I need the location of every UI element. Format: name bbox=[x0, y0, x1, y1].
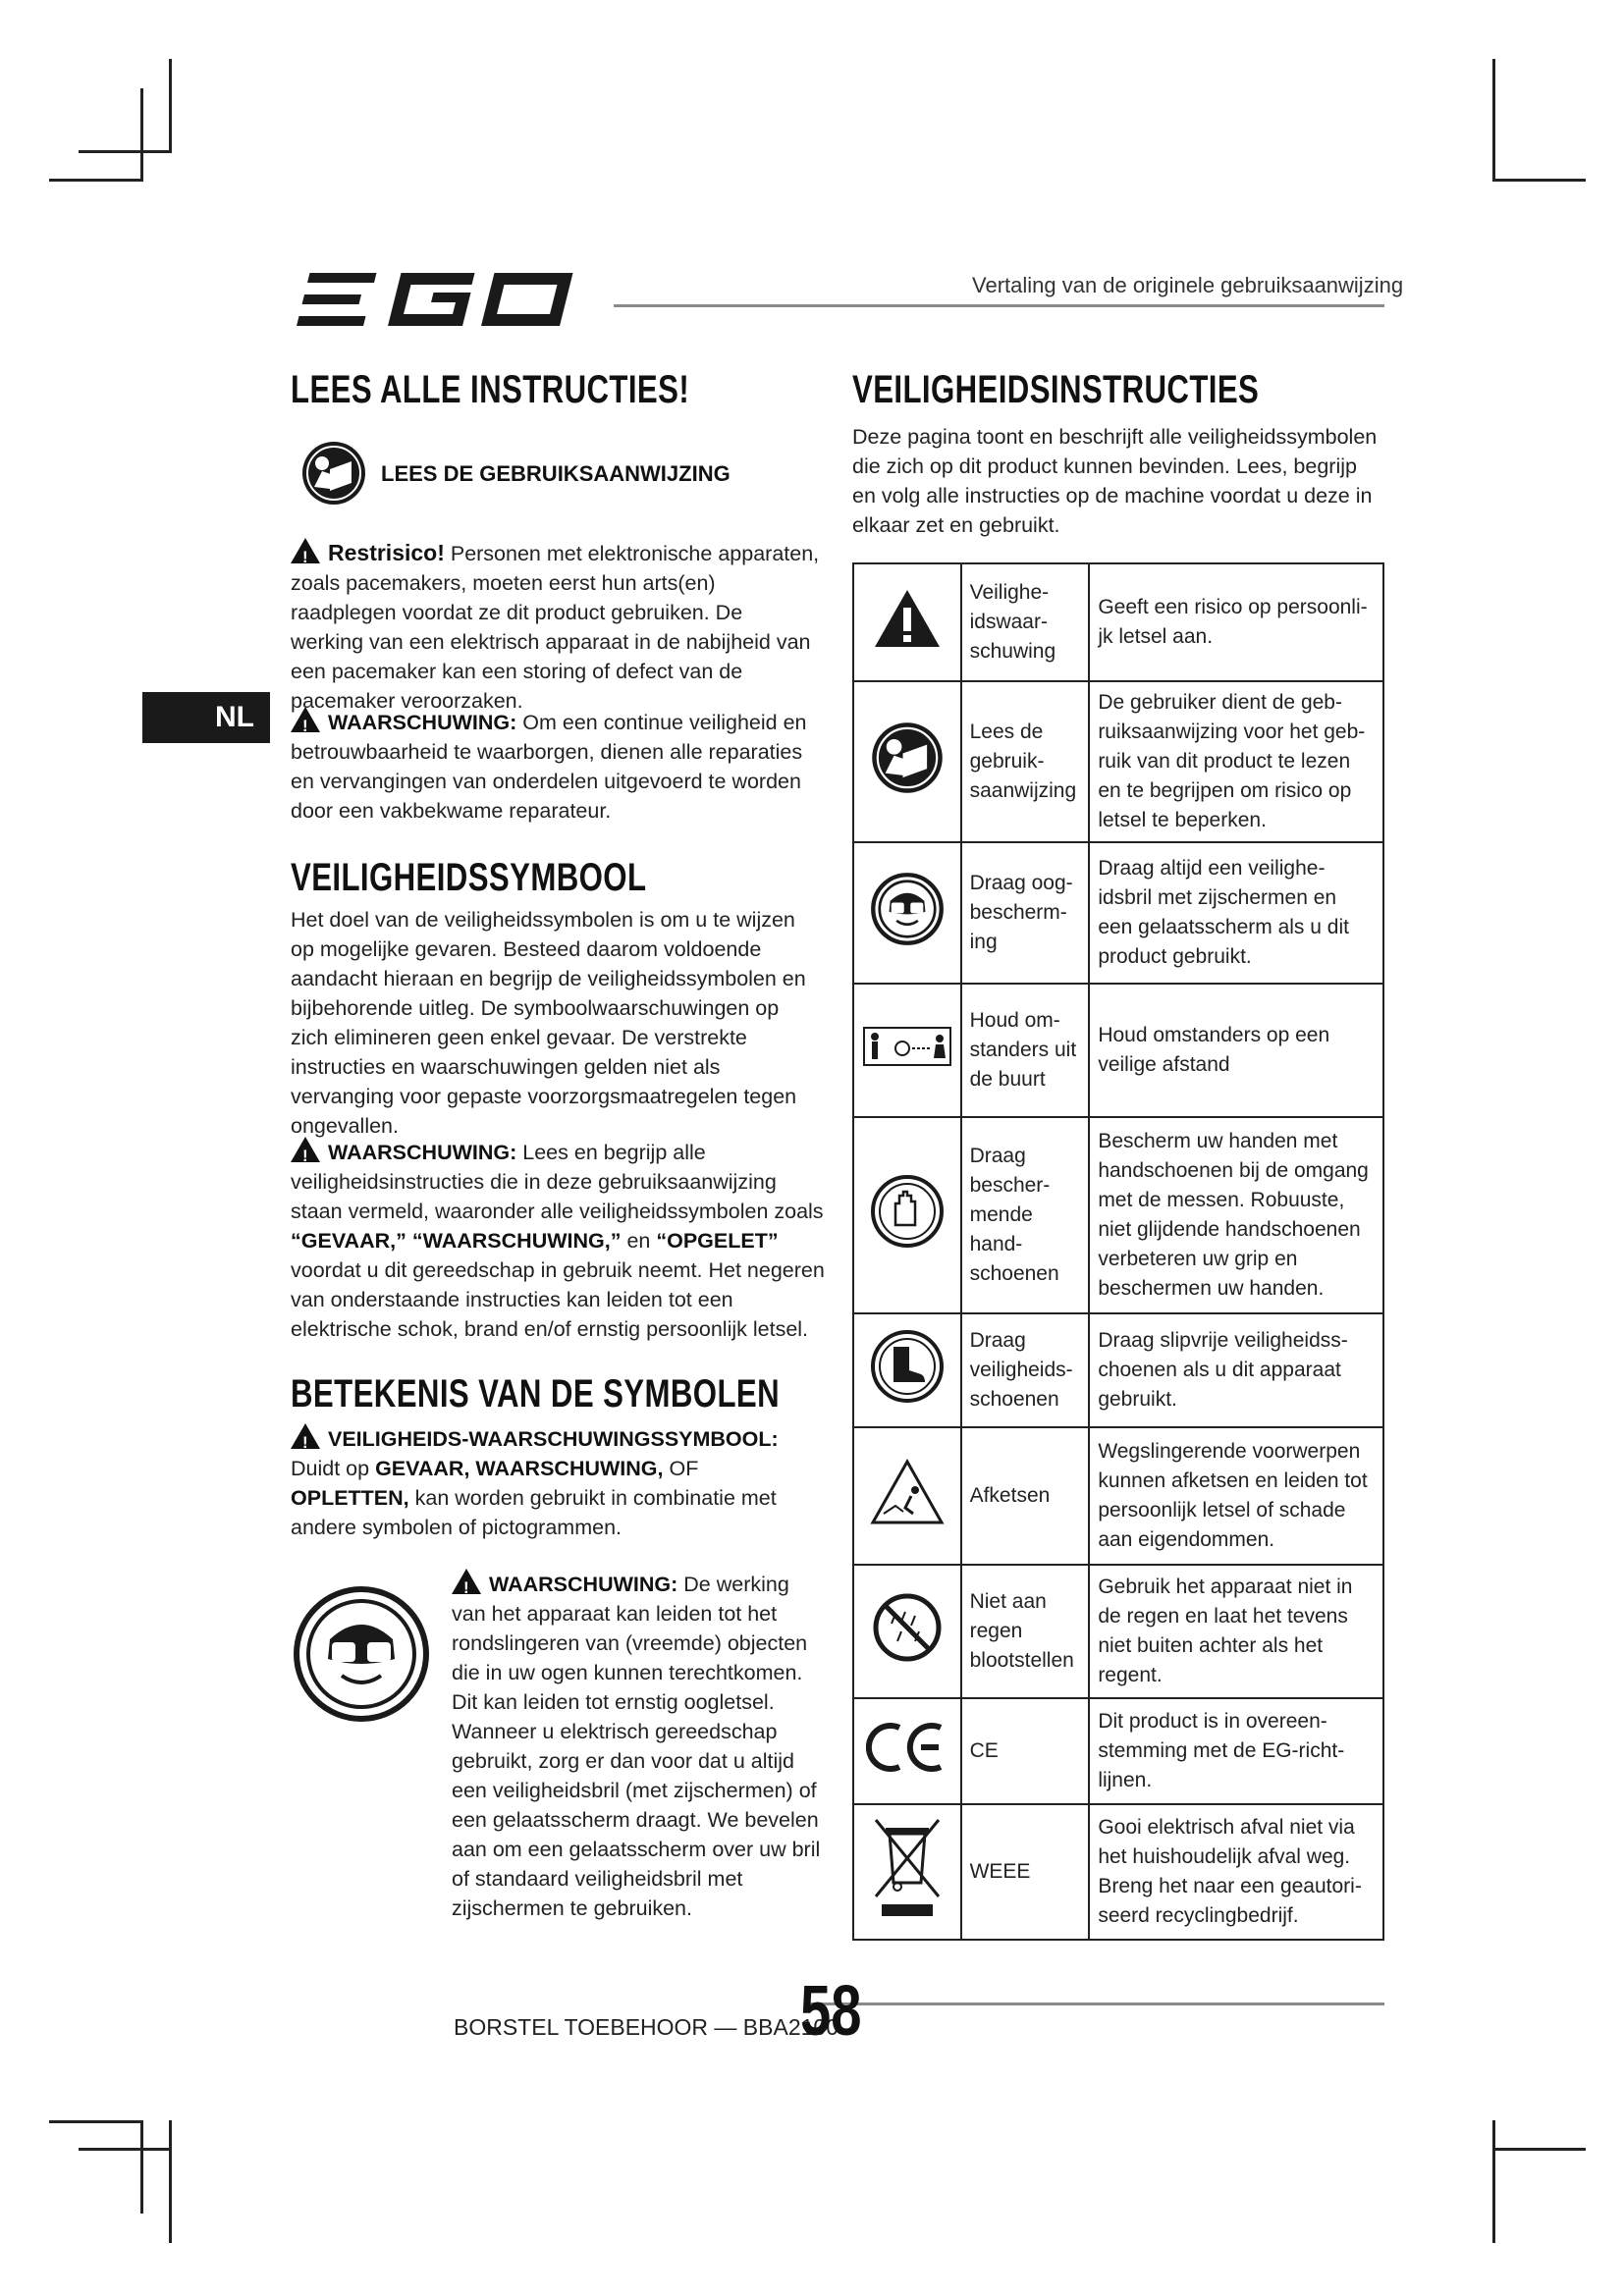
crop-mark bbox=[79, 2148, 172, 2151]
table-row bbox=[853, 842, 1383, 984]
table-cell-description: Draag altijd een veilighe- idsbril met zijschermen en een gelaatsscherm als u dit product gebruikt. bbox=[1089, 842, 1383, 984]
read-manual-icon bbox=[870, 721, 945, 795]
table-cell-description: Wegslingerende voorwerpen kunnen afketsen en leiden tot persoonlijk letsel of schade aan eigendommen. bbox=[1089, 1427, 1383, 1565]
table-cell-icon bbox=[853, 681, 961, 842]
safety-symbol-table bbox=[852, 562, 1384, 1941]
table-cell-icon bbox=[853, 1427, 961, 1565]
footer-rule bbox=[810, 2002, 1384, 2005]
table-cell-description: Geeft een risico op persoonli- jk letsel aan. bbox=[1089, 563, 1383, 681]
table-cell-icon bbox=[853, 1117, 961, 1313]
table-cell-icon bbox=[853, 563, 961, 681]
crop-mark bbox=[140, 2120, 143, 2214]
table-row bbox=[853, 1698, 1383, 1804]
restrisico-paragraph: !Restrisico! Personen met elektronische apparaten, zoals pacemakers, moeten eerst hun arts(en) raadplegen voordat ze dit product gebruiken. De werking van een elektrisch apparaat in de nabijheid van een pacemaker kan een storing of defect van de pacemaker veroorzaken. bbox=[291, 538, 821, 716]
table-cell-description: Houd omstanders op een veilige afstand bbox=[1089, 984, 1383, 1117]
table-cell-name: Afketsen bbox=[961, 1427, 1090, 1565]
heading-safety-symbol: VEILIGHEIDSSYMBOOL bbox=[291, 856, 647, 899]
table-cell-name: Niet aan regen blootstellen bbox=[961, 1565, 1090, 1698]
table-row bbox=[853, 563, 1383, 681]
bystanders-distance-icon bbox=[863, 1027, 951, 1066]
crop-mark bbox=[49, 179, 142, 182]
table-cell-description: Gebruik het apparaat niet in de regen en laat het tevens niet buiten achter als het regent. bbox=[1089, 1565, 1383, 1698]
table-cell-name: Draag bescher- mende hand- schoenen bbox=[961, 1117, 1090, 1313]
read-manual-label: LEES DE GEBRUIKSAANWIJZING bbox=[381, 461, 731, 486]
table-cell-description: Draag slipvrije veiligheidss- choenen als u dit apparaat gebruikt. bbox=[1089, 1313, 1383, 1427]
table-row bbox=[853, 1313, 1383, 1427]
table-row bbox=[853, 1117, 1383, 1313]
table-cell-icon bbox=[853, 1698, 961, 1804]
heading-read-all: LEES ALLE INSTRUCTIES! bbox=[291, 368, 690, 411]
warning-triangle-icon bbox=[291, 538, 320, 563]
heading-symbol-meaning: BETEKENIS VAN DE SYMBOLEN bbox=[291, 1372, 781, 1415]
warning-eye-paragraph: !WAARSCHUWING: De werking van het apparaat kan leiden tot het rondslingeren van (vreemde) objecten die in uw ogen kunnen terechtkomen. Dit kan leiden tot ernstig oogletsel. Wanneer u elektrisch gereedschap gebruikt, zorg er dan voor dat u altijd een veiligheidsbril (met zijschermen) of een gelaatsscherm draagt. We bevelen aan om een gelaatsscherm over uw bril of standaard veiligheidsbril met zijschermen te gebruiken. bbox=[452, 1569, 821, 1923]
table-cell-icon bbox=[853, 842, 961, 984]
warning-triangle-icon bbox=[452, 1569, 481, 1594]
crop-mark bbox=[1492, 179, 1586, 182]
safety-symbol-paragraph: Het doel van de veiligheidssymbolen is om u te wijzen op mogelijke gevaren. Besteed daarom voldoende aandacht hieraan en begrijp de veiligheidssymbolen en bijbehorende uitleg. De symboolwaarschuwingen op zich elimineren geen enkel gevaar. De verstrekte instructies en waarschuwingen gelden niet als vervanging voor gepaste voorzorgsmaatregelen tegen ongevallen. bbox=[291, 908, 806, 1138]
safety-intro-paragraph: Deze pagina toont en beschrijft alle veiligheidssymbolen die zich op dit product kunnen bevinden. Lees, begrijp en volg alle instructies op de machine voordat u deze in elkaar zet en gebruikt. bbox=[852, 425, 1378, 537]
table-cell-name: WEEE bbox=[961, 1804, 1090, 1940]
read-manual-row bbox=[300, 440, 811, 510]
table-cell-name: Draag oog- bescherm- ing bbox=[961, 842, 1090, 984]
alert-symbol-paragraph: !VEILIGHEIDS-WAARSCHUWINGSSYMBOOL: Duidt op GEVAAR, WAARSCHUWING, OF OPLETTEN, kan worden gebruikt in combinatie met andere symbolen of pictogrammen. bbox=[291, 1423, 821, 1542]
crop-mark bbox=[169, 2120, 172, 2243]
header-rule bbox=[614, 304, 1384, 307]
language-tab: NL bbox=[142, 692, 270, 743]
table-cell-icon bbox=[853, 1565, 961, 1698]
warning-triangle-icon bbox=[291, 1137, 320, 1162]
crop-mark bbox=[169, 59, 172, 152]
crop-mark bbox=[1492, 59, 1495, 182]
crop-mark bbox=[49, 2120, 142, 2123]
table-row bbox=[853, 984, 1383, 1117]
safety-boots-icon bbox=[870, 1329, 945, 1404]
warning-triangle-icon bbox=[873, 588, 942, 649]
eye-protection-large-icon bbox=[293, 1585, 430, 1723]
table-cell-description: De gebruiker dient de geb- ruiksaanwijzing voor het geb- ruik van dit product te lezen en te begrijpen om risico op letsel te beperken. bbox=[1089, 681, 1383, 842]
table-cell-icon bbox=[853, 1804, 961, 1940]
warning-triangle-icon bbox=[291, 1423, 320, 1449]
heading-safety-instructions: VEILIGHEIDSINSTRUCTIES bbox=[852, 368, 1260, 411]
weee-bin-icon bbox=[870, 1814, 945, 1922]
crop-mark bbox=[1492, 2148, 1586, 2151]
table-cell-description: Dit product is in overeen- stemming met de EG-richt- lijnen. bbox=[1089, 1698, 1383, 1804]
read-manual-icon bbox=[300, 440, 367, 507]
crop-mark bbox=[79, 150, 172, 153]
table-cell-description: Bescherm uw handen met handschoenen bij de omgang met de messen. Robuuste, niet glijdende handschoenen verbeteren uw grip en beschermen uw handen. bbox=[1089, 1117, 1383, 1313]
eye-protection-icon bbox=[870, 872, 945, 946]
table-cell-name: Draag veiligheids- schoenen bbox=[961, 1313, 1090, 1427]
table-cell-name: Lees de gebruik- saanwijzing bbox=[961, 681, 1090, 842]
ce-mark-icon bbox=[866, 1720, 948, 1775]
table-row bbox=[853, 1427, 1383, 1565]
table-row bbox=[853, 1565, 1383, 1698]
table-cell-icon bbox=[853, 1313, 961, 1427]
document-subtitle: Vertaling van de originele gebruiksaanwijzing bbox=[972, 273, 1404, 297]
table-row bbox=[853, 681, 1383, 842]
crop-mark bbox=[1492, 2120, 1495, 2243]
table-cell-name: Veilighe- idswaar- schuwing bbox=[961, 563, 1090, 681]
table-cell-description: Gooi elektrisch afval niet via het huishoudelijk afval weg. Breng het naar een geautori- seerd recyclingbedrijf. bbox=[1089, 1804, 1383, 1940]
brand-logo bbox=[290, 267, 584, 336]
page-number: 58 bbox=[800, 1972, 862, 2051]
footer-title: BORSTEL TOEBEHOOR — BBA2100 bbox=[454, 2014, 839, 2040]
warning-repairs-paragraph: !WAARSCHUWING: Om een continue veiligheid en betrouwbaarheid te waarborgen, dienen alle reparaties en vervangingen van onderdelen uitgevoerd te worden door een vakbekwame reparateur. bbox=[291, 707, 821, 826]
table-cell-name: CE bbox=[961, 1698, 1090, 1804]
table-row bbox=[853, 1804, 1383, 1940]
table-cell-icon bbox=[853, 984, 961, 1117]
warning-triangle-icon bbox=[291, 707, 320, 732]
warning-read-instructions-paragraph: !WAARSCHUWING: Lees en begrijp alle veiligheidsinstructies die in deze gebruiksaanwijzing staan vermeld, waaronder alle veiligheidssymbolen zoals “GEVAAR,” “WAARSCHUWING,” en “OPGELET” voordat u dit gereedschap in gebruik neemt. Het negeren van onderstaande instructies kan leiden tot een elektrische schok, brand en/of ernstig persoonlijk letsel. bbox=[291, 1137, 829, 1344]
ricochet-icon bbox=[870, 1459, 945, 1525]
gloves-icon bbox=[870, 1174, 945, 1249]
table-cell-name: Houd om- standers uit de buurt bbox=[961, 984, 1090, 1117]
no-rain-icon bbox=[872, 1592, 943, 1663]
crop-mark bbox=[140, 88, 143, 182]
